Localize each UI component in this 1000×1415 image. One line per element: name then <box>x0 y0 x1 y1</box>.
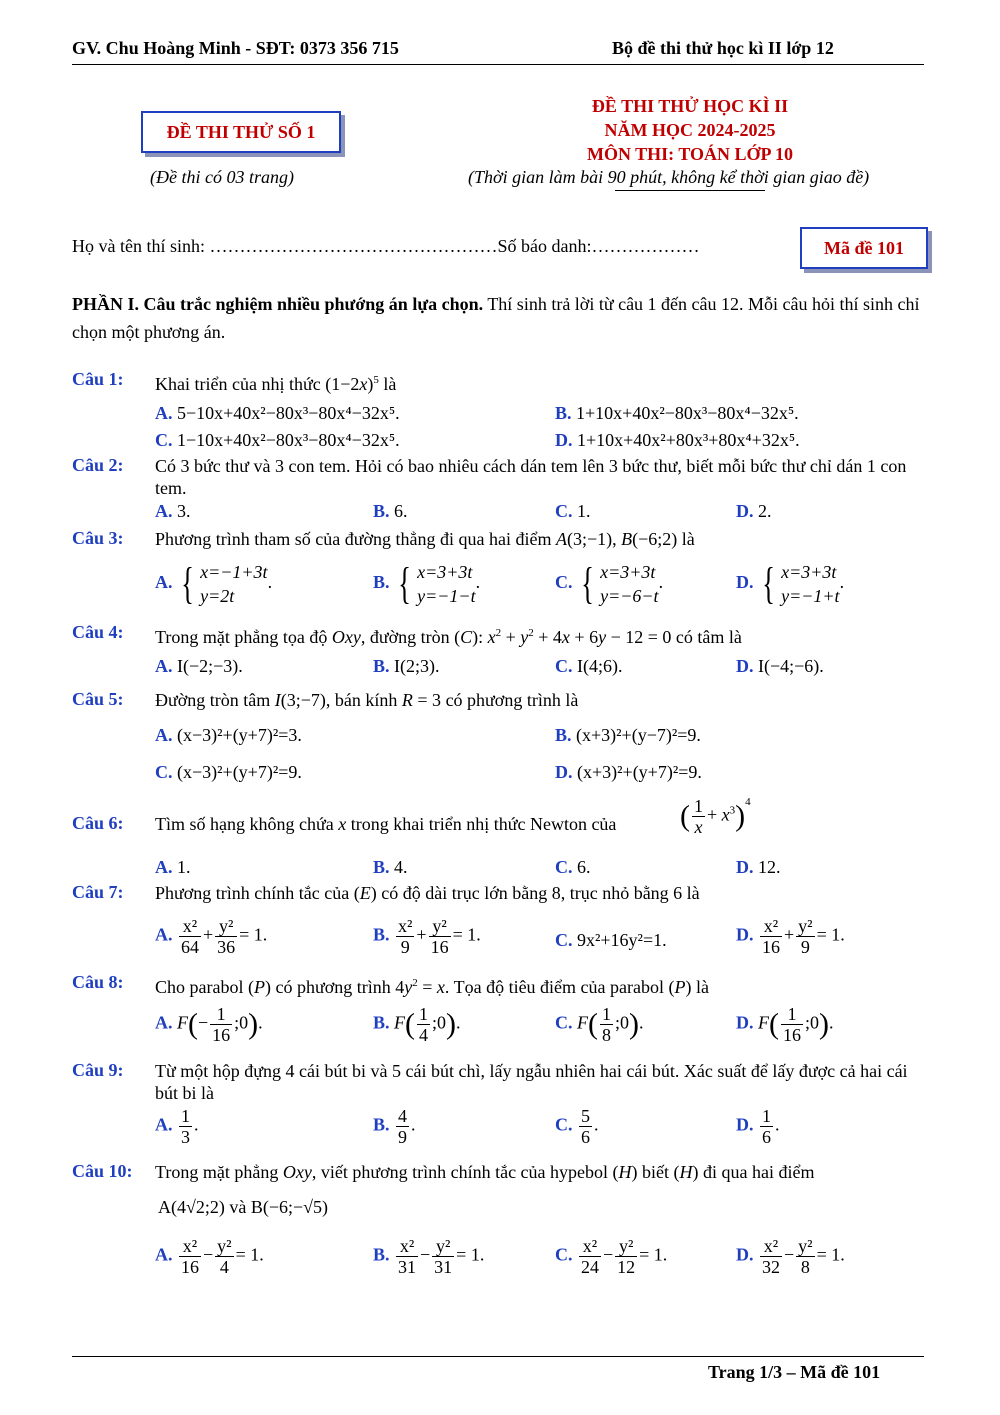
q10-option-d[interactable]: D. $\frac{\text{x²}}{32}$ − $\frac{\text{y²}}{8}$ = 1. <box>736 1236 845 1277</box>
question-label: Câu 5: <box>72 689 124 709</box>
q1-option-a[interactable]: A. 5−10x+40x²−80x³−80x⁴−32x⁵. <box>155 403 400 423</box>
q1-option-d[interactable]: D. 1+10x+40x²+80x³+80x⁴+32x⁵. <box>555 430 800 450</box>
title-line-1: ĐỀ THI THỬ HỌC KÌ II <box>591 96 789 116</box>
page-footer: Trang 1/3 – Mã đề 101 <box>708 1362 881 1382</box>
part-heading: PHẦN I. Câu trắc nghiệm nhiều phướng án lựa chọn. <box>72 294 484 314</box>
q6-option-a[interactable]: A. 1. <box>155 857 191 877</box>
question-text: Khai triển của nhị thức $(1-2x)^5$ là <box>155 374 397 394</box>
q3-option-c[interactable]: C. { x=3+3t y=−6−t . <box>555 559 664 608</box>
q5-option-a[interactable]: A. (x−3)²+(y+7)²=3. <box>155 725 302 745</box>
q4-option-a[interactable]: A. I(−2;−3). <box>155 656 243 676</box>
q5-option-d[interactable]: D. (x+3)²+(y+7)²=9. <box>555 762 702 782</box>
question-text: Đường tròn tâm I(3;−7), bán kính R = 3 có phương trình là <box>155 690 579 710</box>
q2-option-a[interactable]: A. 3. <box>155 501 191 521</box>
header-rule <box>72 64 924 65</box>
q3-option-b[interactable]: B. { x=3+3t y=−1−t . <box>373 559 481 608</box>
question-text: Phương trình chính tắc của (E) có độ dài trục lớn bằng 8, trục nhỏ bằng 6 là <box>155 883 700 903</box>
q8-option-d[interactable]: D. F( $\frac{1}{16}$ ;0). <box>736 1004 834 1045</box>
question-label: Câu 3: <box>72 528 124 548</box>
question-text: Tìm số hạng không chứa x trong khai triển nhị thức Newton của <box>155 814 617 834</box>
pages-note: (Đề thi có 03 trang) <box>150 167 294 187</box>
question-text: Trong mặt phẳng Oxy, viết phương trình chính tắc của hypebol (H) biết (H) đi qua hai điểm <box>155 1162 815 1182</box>
q6-option-b[interactable]: B. 4. <box>373 857 408 877</box>
header-right: Bộ đề thi thử học kì II lớp 12 <box>612 38 834 58</box>
q9-option-c[interactable]: C. $\frac{5}{6}$ . <box>555 1106 599 1147</box>
question-label: Câu 4: <box>72 622 124 642</box>
exam-number-box: ĐỀ THI THỬ SỐ 1 <box>141 111 341 153</box>
q3-option-a[interactable]: A. { x=−1+3t y=2t . <box>155 559 273 608</box>
question-label: Câu 1: <box>72 369 124 389</box>
question-text: Trong mặt phẳng tọa độ Oxy, đường tròn (C): $x^2 + y^2 + 4x + 6y - 12 = 0$ có tâm là <box>155 627 742 647</box>
question-label: Câu 10: <box>72 1161 133 1181</box>
q4-option-c[interactable]: C. I(4;6). <box>555 656 623 676</box>
q4-option-d[interactable]: D. I(−4;−6). <box>736 656 824 676</box>
question-label: Câu 8: <box>72 972 124 992</box>
q8-option-a[interactable]: A. F(− $\frac{1}{16}$ ;0). <box>155 1004 263 1045</box>
q10-option-a[interactable]: A. $\frac{\text{x²}}{16}$ − $\frac{\text{y²}}{4}$ = 1. <box>155 1236 264 1277</box>
header-left: GV. Chu Hoàng Minh - SĐT: 0373 356 715 <box>72 38 399 58</box>
question-label: Câu 9: <box>72 1060 124 1080</box>
q7-option-c[interactable]: C. 9x²+16y²=1. <box>555 930 667 950</box>
exam-code-box: Mã đề 101 <box>800 227 928 269</box>
q2-option-b[interactable]: B. 6. <box>373 501 408 521</box>
q10-option-c[interactable]: C. $\frac{\text{x²}}{24}$ − $\frac{\text{y²}}{12}$ = 1. <box>555 1236 668 1277</box>
q4-option-b[interactable]: B. I(2;3). <box>373 656 440 676</box>
question-text: Cho parabol (P) có phương trình $4y^2 = x$. Tọa độ tiêu điểm của parabol (P) là <box>155 977 709 997</box>
student-info-line: Họ và tên thí sinh: …………………………………………Số báo danh:……………… <box>72 236 700 256</box>
q5-option-c[interactable]: C. (x−3)²+(y+7)²=9. <box>155 762 302 782</box>
question-label: Câu 2: <box>72 455 124 475</box>
q9-option-b[interactable]: B. $\frac{4}{9}$ . <box>373 1106 416 1147</box>
q7-option-d[interactable]: D. $\frac{\text{x²}}{16}$ + $\frac{\text{y²}}{9}$ = 1. <box>736 916 845 957</box>
q10-points: A(4√2;2) và B(−6;−√5) <box>158 1197 329 1217</box>
time-note: (Thời gian làm bài 90 phút, không kể thời gian giao đề) <box>468 167 870 187</box>
q6-expression: ( $\frac{1}{x}$ + $x^3)^4$ <box>680 796 751 837</box>
part-intro <box>72 290 932 346</box>
q1-option-b[interactable]: B. 1+10x+40x²−80x³−80x⁴−32x⁵. <box>555 403 799 423</box>
part-text: Thí sinh trả lời từ câu 1 đến câu 12. Mỗi câu hỏi thí sinh chỉ chọn một phương án. <box>72 294 920 342</box>
q8-option-b[interactable]: B. F( $\frac{1}{4}$ ;0). <box>373 1004 461 1045</box>
q7-option-a[interactable]: A. $\frac{\text{x²}}{64}$ + $\frac{\text{y²}}{36}$ = 1. <box>155 916 268 957</box>
q6-option-c[interactable]: C. 6. <box>555 857 591 877</box>
question-text: Có 3 bức thư và 3 con tem. Hỏi có bao nhiêu cách dán tem lên 3 bức thư, biết mỗi bức thư chỉ dán 1 con tem. <box>155 456 907 498</box>
q5-option-b[interactable]: B. (x+3)²+(y−7)²=9. <box>555 725 701 745</box>
q8-option-c[interactable]: C. F( $\frac{1}{8}$ ;0). <box>555 1004 644 1045</box>
footer-rule <box>72 1356 924 1357</box>
q2-option-c[interactable]: C. 1. <box>555 501 591 521</box>
question-text: Phương trình tham số của đường thẳng đi qua hai điểm A(3;−1), B(−6;2) là <box>155 529 695 549</box>
question-label: Câu 6: <box>72 813 124 833</box>
q9-option-a[interactable]: A. $\frac{1}{3}$ . <box>155 1106 199 1147</box>
title-line-3: MÔN THI: TOÁN LỚP 10 <box>586 144 794 164</box>
question-label: Câu 7: <box>72 882 124 902</box>
q9-option-d[interactable]: D. $\frac{1}{6}$ . <box>736 1106 780 1147</box>
title-line-2: NĂM HỌC 2024-2025 <box>604 120 776 140</box>
question-text: Từ một hộp đựng 4 cái bút bi và 5 cái bút chì, lấy ngẫu nhiên hai cái bút. Xác suất để lấy được cả hai cái bút bi là <box>155 1061 908 1103</box>
q2-option-d[interactable]: D. 2. <box>736 501 772 521</box>
q10-option-b[interactable]: B. $\frac{\text{x²}}{31}$ − $\frac{\text{y²}}{31}$ = 1. <box>373 1236 485 1277</box>
title-underline <box>615 190 765 191</box>
q6-option-d[interactable]: D. 12. <box>736 857 781 877</box>
q3-option-d[interactable]: D. { x=3+3t y=−1+t . <box>736 559 845 608</box>
q7-option-b[interactable]: B. $\frac{\text{x²}}{9}$ + $\frac{\text{y²}}{16}$ = 1. <box>373 916 481 957</box>
q1-option-c[interactable]: C. 1−10x+40x²−80x³−80x⁴−32x⁵. <box>155 430 400 450</box>
